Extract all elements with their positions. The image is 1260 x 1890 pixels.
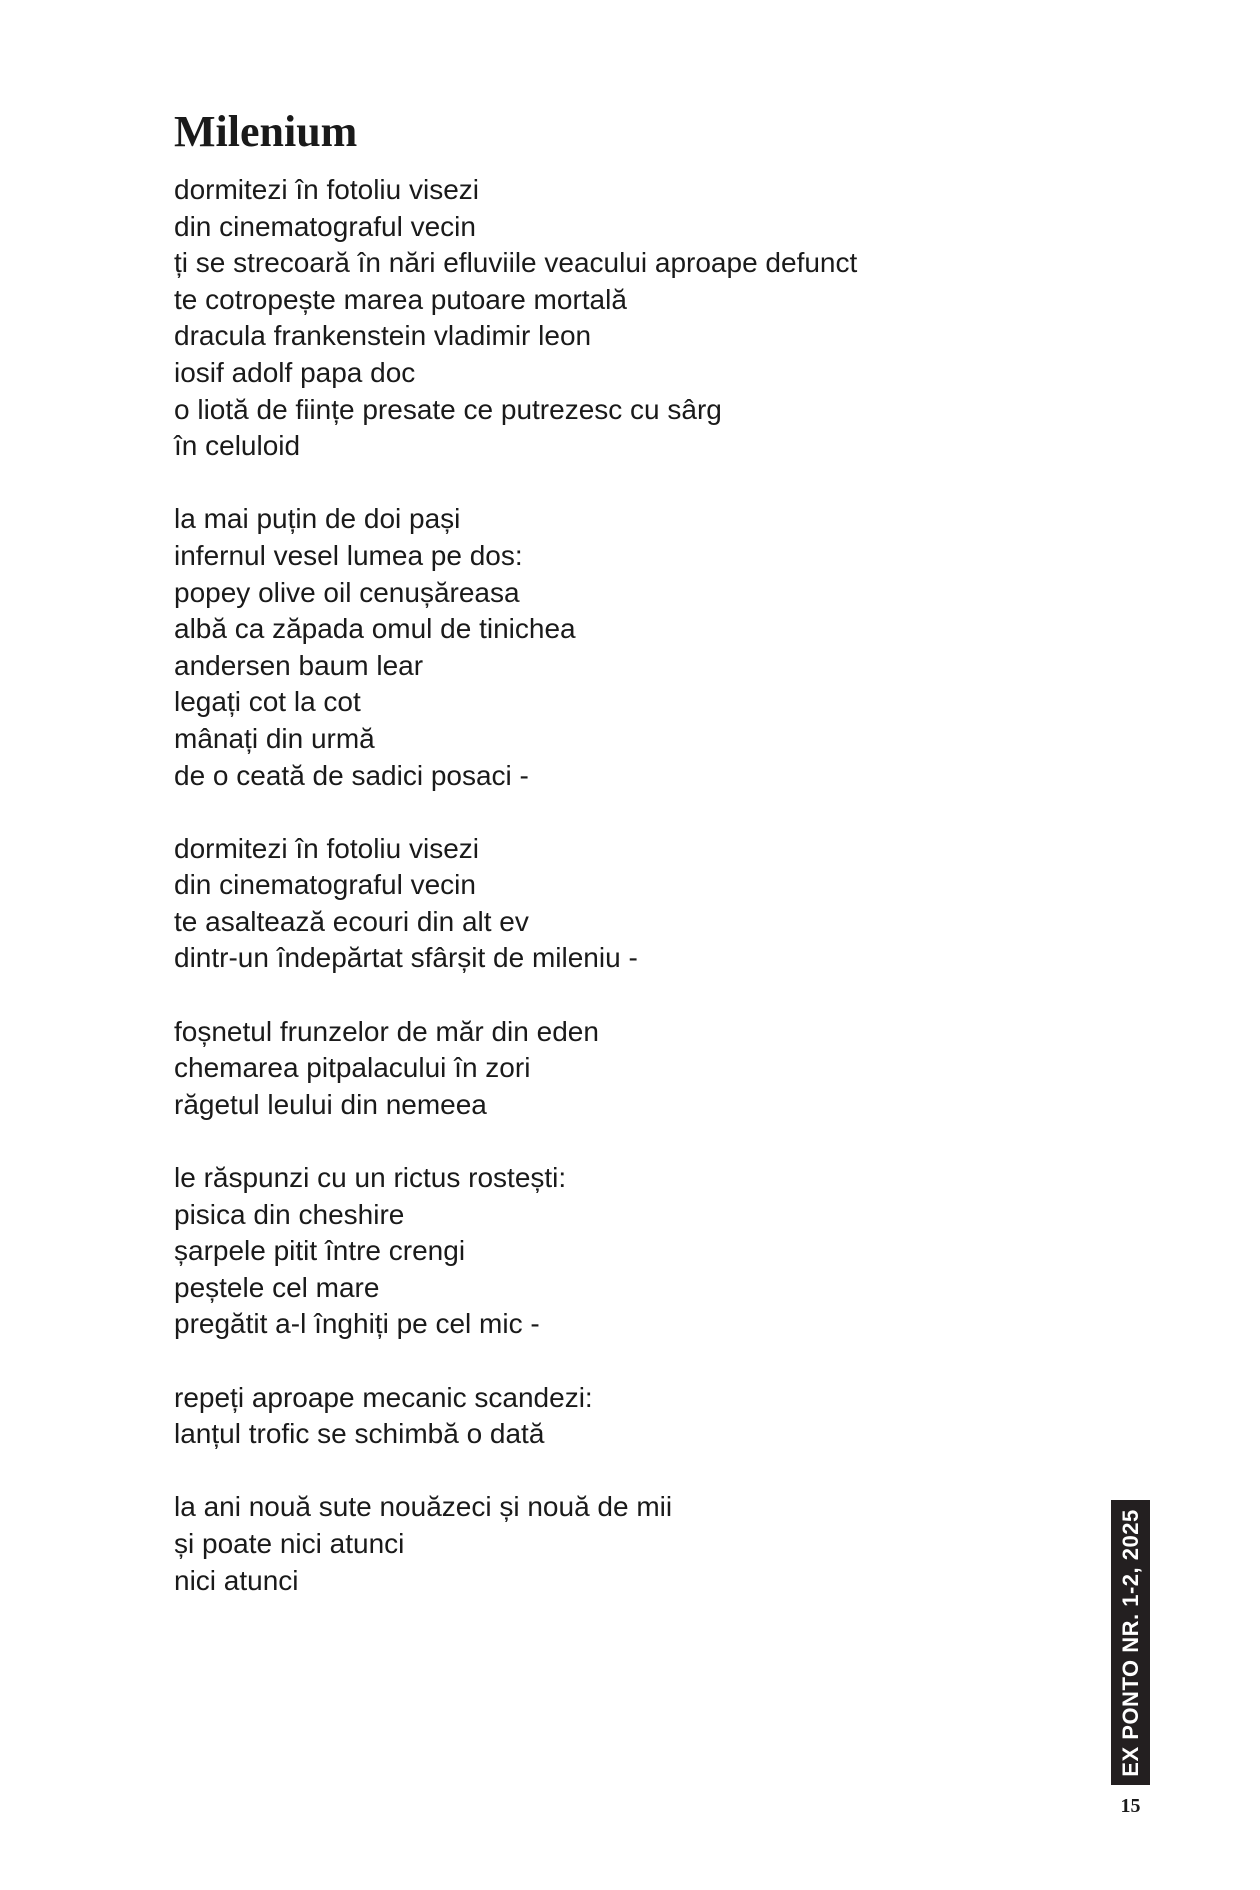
poem-line: mânați din urmă <box>174 722 375 754</box>
page-number: 15 <box>1120 1795 1141 1817</box>
poem-line: nici atunci <box>174 1564 299 1596</box>
stanza <box>174 1489 1074 1599</box>
poem-line: albă ca zăpada omul de tinichea <box>174 613 576 645</box>
stanza <box>174 1380 1074 1453</box>
stanza-gap <box>174 1123 1074 1160</box>
poem-line: din cinematograful vecin <box>174 869 476 901</box>
journal-side-tab <box>1111 1500 1150 1785</box>
poem-line: infernul vesel lumea pe dos: <box>174 539 523 571</box>
poem-line: dintr-un îndepărtat sfârșit de mileniu - <box>174 942 638 974</box>
stanza-gap <box>174 977 1074 1014</box>
poem-line: șarpele pitit între crengi <box>174 1235 466 1267</box>
poem-line: foșnetul frunzelor de măr din eden <box>174 1015 599 1047</box>
poem-line: și poate nici atunci <box>174 1527 405 1559</box>
poem-line: ți se strecoară în nări efluviile veacului aproape defunct <box>174 247 858 279</box>
stanza-gap <box>174 1343 1074 1380</box>
stanza <box>174 172 1074 465</box>
poem-line: te cotropește marea putoare mortală <box>174 283 627 315</box>
journal-issue-label: EX PONTO NR. 1-2, 2025 <box>1117 1508 1143 1777</box>
poem-line: la ani nouă sute nouăzeci și nouă de mii <box>174 1491 673 1523</box>
poem-line: dormitezi în fotoliu visezi <box>174 174 480 205</box>
stanza <box>174 501 1074 794</box>
stanza <box>174 1014 1074 1124</box>
poem-line: peștele cel mare <box>174 1271 380 1303</box>
poem-line: din cinematograful vecin <box>174 210 476 242</box>
poem-line: repeți aproape mecanic scandezi: <box>174 1381 593 1413</box>
stanza-gap <box>174 1453 1074 1490</box>
poem-line: răgetul leului din nemeea <box>174 1088 487 1120</box>
poem-line: popey olive oil cenușăreasa <box>174 576 520 608</box>
poem-line: chemarea pitpalacului în zori <box>174 1052 531 1084</box>
stanza-gap <box>174 794 1074 831</box>
poem-line: la mai puțin de doi pași <box>174 503 461 535</box>
stanza <box>174 831 1074 977</box>
poem-line: dracula frankenstein vladimir leon <box>174 320 592 352</box>
poem-line: pisica din cheshire <box>174 1198 405 1230</box>
poem-line: o liotă de ființe presate ce putrezesc cu sârg <box>174 393 722 425</box>
stanza <box>174 1160 1074 1343</box>
poem-line: de o ceată de sadici posaci - <box>174 759 529 791</box>
poem-line: le răspunzi cu un rictus rostești: <box>174 1162 567 1194</box>
poem-line: în celuloid <box>174 430 301 462</box>
poem-line: lanțul trofic se schimbă o dată <box>174 1418 545 1450</box>
poem-line: iosif adolf papa doc <box>174 356 416 388</box>
poem-body <box>174 172 1074 1599</box>
stanza-gap <box>174 465 1074 502</box>
poem-line: andersen baum lear <box>174 649 424 681</box>
poem-line: dormitezi în fotoliu visezi <box>174 832 480 864</box>
poem-line: legați cot la cot <box>174 686 361 718</box>
poem-line: te asaltează ecouri din alt ev <box>174 905 529 937</box>
poem-line: pregătit a-l înghiți pe cel mic - <box>174 1308 540 1340</box>
poem-title: Milenium <box>174 107 358 156</box>
